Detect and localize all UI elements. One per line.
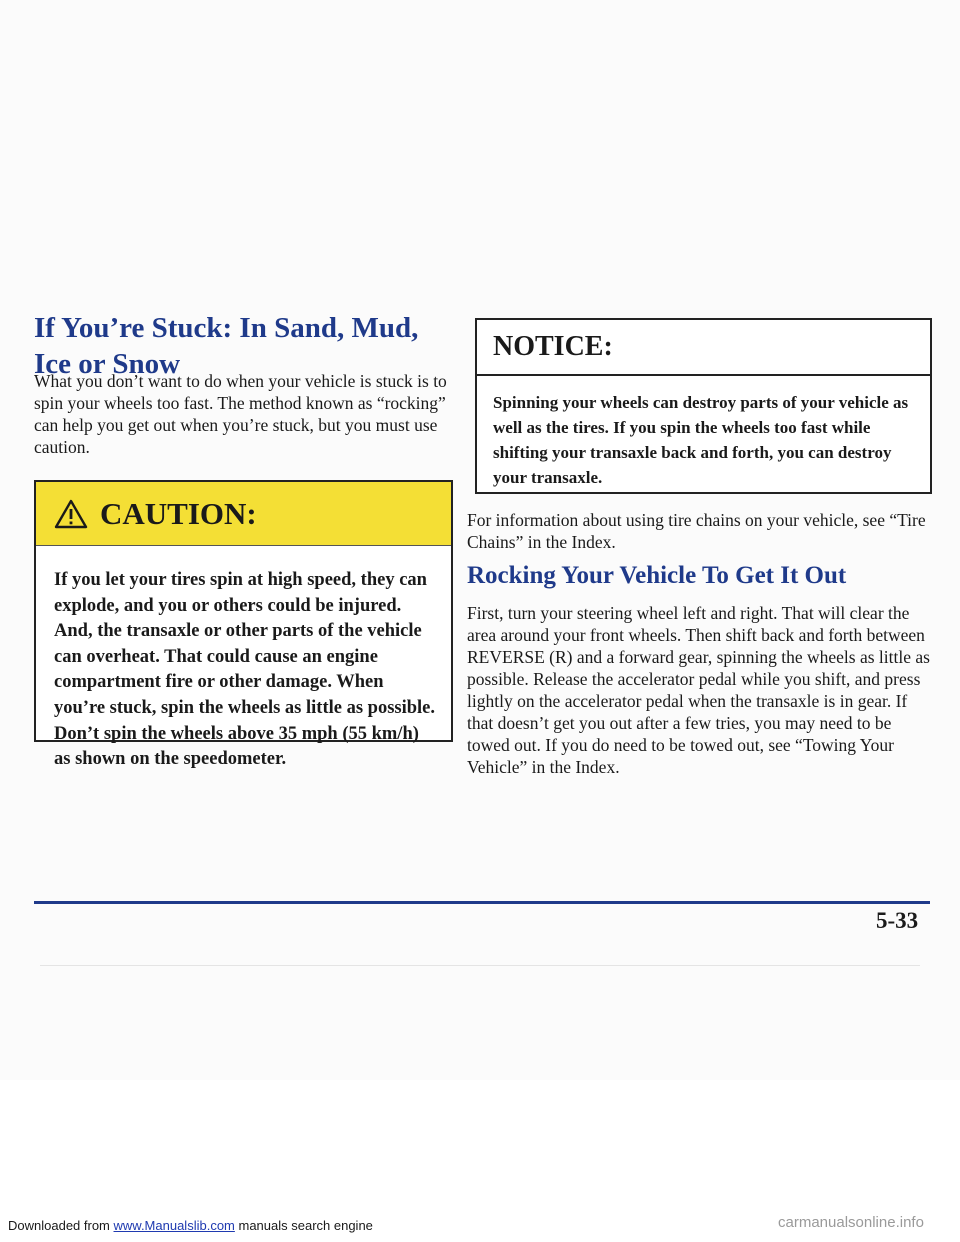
site-logo: carmanualsonline.info (778, 1214, 924, 1231)
warning-triangle-icon (54, 499, 88, 529)
rocking-heading: Rocking Your Vehicle To Get It Out (467, 562, 847, 589)
download-prefix: Downloaded from (8, 1218, 114, 1233)
notice-label: NOTICE: (493, 331, 613, 362)
rocking-paragraph: First, turn your steering wheel left and right. That will clear the area around your front wheels. Then shift back and forth between REVERSE (R) and a forward gear, spinning the wheels as little as possible. Release the accelerator pedal while you shift, and press lightly on the accelerator pedal when the transaxle is in gear. If that doesn’t get you out after a few tries, you may need to be towed out. If you do need to be towed out, see “Towing Your Vehicle” in the Index. (467, 603, 930, 777)
caution-header (36, 482, 451, 546)
intro-paragraph: What you don’t want to do when your vehicle is stuck is to spin your wheels too fast. The method known as “rocking” can help you get out when you’re stuck, but you must use caution. (34, 371, 447, 457)
divider (40, 965, 920, 966)
footer-rule (34, 901, 930, 904)
download-suffix: manuals search engine (234, 1218, 373, 1233)
caution-text: If you let your tires spin at high speed, they can explode, and you or others could be injured. And, the transaxle or other parts of the vehicle can overheat. That could cause an engine compartment fire or other damage. When you’re stuck, spin the wheels as little as possible. Don’t spin the wheels above 35 mph (55 km/h) as shown on the speedometer. (54, 570, 435, 770)
notice-text: Spinning your wheels can destroy parts of your vehicle as well as the tires. If you spin the wheels too fast while shifting your transaxle back and forth, you can destroy your transaxle. (493, 393, 909, 487)
tire-chains-paragraph: For information about using tire chains on your vehicle, see “Tire Chains” in the Index. (467, 510, 926, 552)
caution-label: CAUTION: (100, 495, 257, 531)
manualslib-link[interactable]: www.Manualslib.com (113, 1218, 235, 1233)
caution-box (34, 480, 453, 770)
page-title: If You’re Stuck: In Sand, Mud, Ice or Snow (34, 312, 419, 380)
download-note (8, 1218, 373, 1233)
page-number: 5-33 (876, 908, 919, 933)
notice-box (475, 318, 932, 494)
notice-header (477, 320, 930, 376)
